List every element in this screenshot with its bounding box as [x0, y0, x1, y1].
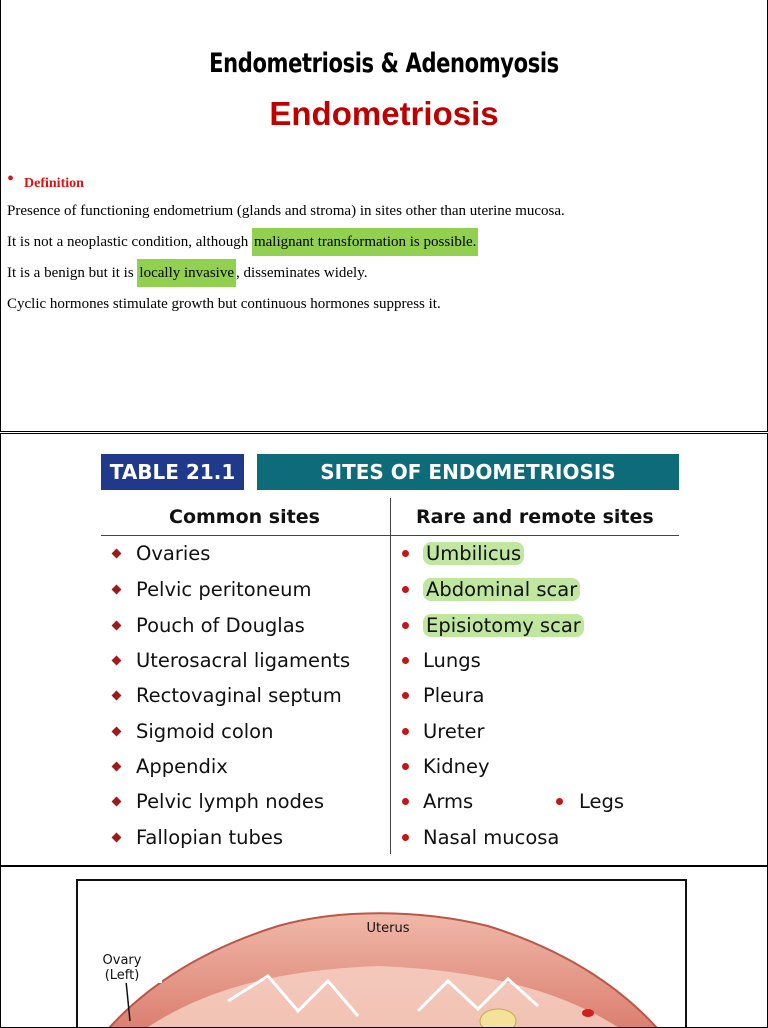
slide-table [0, 433, 768, 866]
uterus-diagram [76, 879, 687, 1028]
dot-bullet-icon [402, 834, 409, 841]
column-divider [390, 498, 391, 854]
diamond-bullet-icon [112, 797, 122, 807]
diamond-bullet-icon [112, 833, 122, 843]
list-item: Nasal mucosa [402, 826, 559, 849]
uterus-illustration [78, 881, 685, 1028]
bullet-icon: • [7, 168, 15, 190]
dot-bullet-icon [402, 622, 409, 629]
list-item: Sigmoid colon [113, 720, 273, 743]
list-item: Appendix [113, 755, 228, 778]
dot-bullet-icon [402, 798, 409, 805]
list-item: Umbilicus [402, 542, 524, 565]
table-title: SITES OF ENDOMETRIOSIS [257, 454, 679, 490]
list-item: Legs [556, 790, 624, 813]
label-ovary: Ovary (Left) [82, 953, 162, 983]
slide-diagram [0, 866, 768, 1028]
definition-line-4: Cyclic hormones stimulate growth but continuous hormones suppress it. [7, 296, 441, 312]
line-3-tail: , disseminates widely. [235, 265, 368, 281]
definition-heading [7, 170, 84, 193]
diamond-bullet-icon [112, 656, 122, 666]
column-header-common: Common sites [169, 506, 320, 528]
dot-bullet-icon [402, 657, 409, 664]
dot-bullet-icon [402, 728, 409, 735]
diamond-bullet-icon [112, 585, 122, 595]
list-item: Pelvic lymph nodes [113, 790, 324, 813]
dot-bullet-icon [556, 798, 563, 805]
list-item: Ovaries [113, 542, 210, 565]
definition-line-3 [7, 265, 368, 282]
dot-bullet-icon [402, 550, 409, 557]
highlight-invasive: locally invasive [137, 259, 236, 287]
page-title: Endometriosis & Adenomyosis [209, 48, 559, 79]
table-number: TABLE 21.1 [101, 454, 244, 490]
diamond-bullet-icon [112, 727, 122, 737]
section-title: Endometriosis [269, 95, 499, 132]
list-item: Fallopian tubes [113, 826, 283, 849]
list-item: Uterosacral ligaments [113, 649, 350, 672]
label-uterus: Uterus [366, 921, 410, 936]
diamond-bullet-icon [112, 762, 122, 772]
list-item: Abdominal scar [402, 578, 580, 601]
list-item: Pleura [402, 684, 485, 707]
list-item: Arms [402, 790, 473, 813]
column-header-rare: Rare and remote sites [416, 506, 654, 528]
diamond-bullet-icon [112, 549, 122, 559]
list-item: Episiotomy scar [402, 614, 584, 637]
list-item: Ureter [402, 720, 485, 743]
diamond-bullet-icon [112, 621, 122, 631]
line-2-text: It is not a neoplastic condition, although [7, 234, 252, 250]
dot-bullet-icon [402, 586, 409, 593]
list-item: Pouch of Douglas [113, 614, 305, 637]
list-item: Pelvic peritoneum [113, 578, 311, 601]
line-3-text: It is a benign but it is [7, 265, 138, 281]
definition-line-2 [7, 234, 478, 251]
diamond-bullet-icon [112, 691, 122, 701]
highlight-malignant: malignant transformation is possible. [252, 228, 478, 256]
list-item: Lungs [402, 649, 481, 672]
definition-label: Definition [24, 176, 84, 191]
list-item: Kidney [402, 755, 489, 778]
dot-bullet-icon [402, 692, 409, 699]
slide-definition [0, 0, 768, 432]
dot-bullet-icon [402, 763, 409, 770]
definition-line-1: Presence of functioning endometrium (glands and stroma) in sites other than uterine mucosa. [7, 203, 565, 219]
list-item: Rectovaginal septum [113, 684, 342, 707]
